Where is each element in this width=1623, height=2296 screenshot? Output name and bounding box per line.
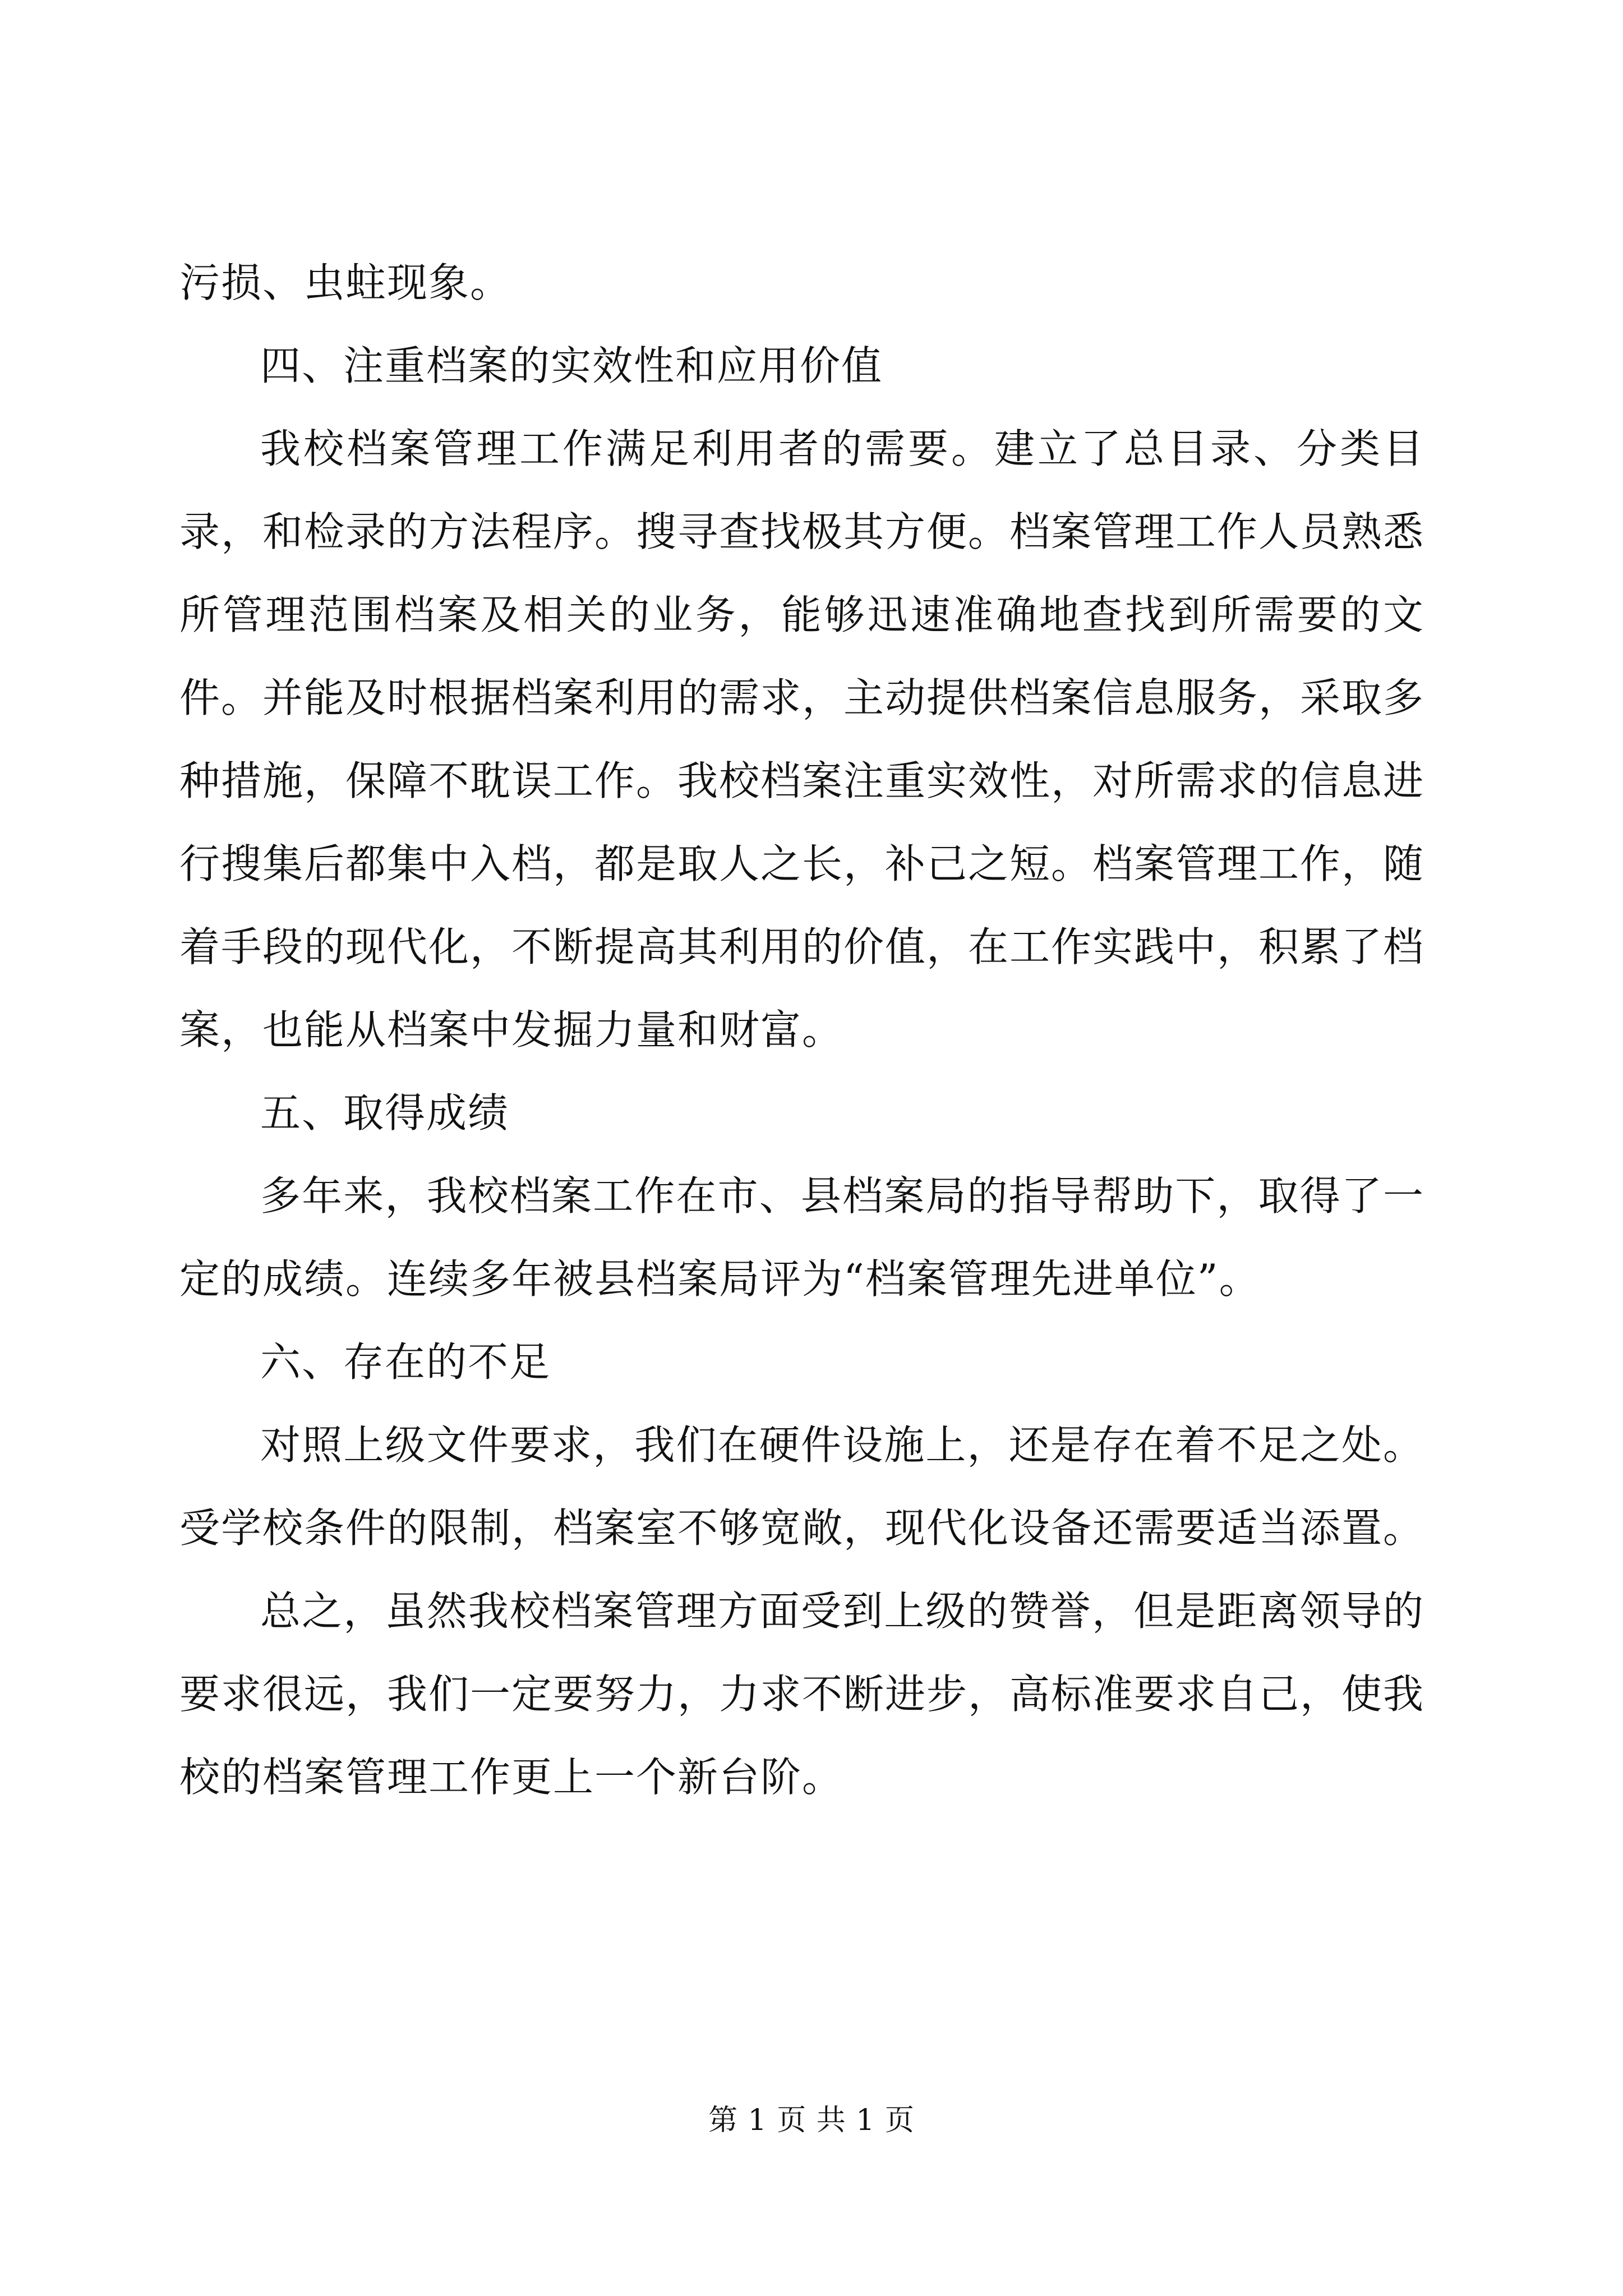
page-number-footer: 第 1 页 共 1 页 bbox=[708, 2104, 915, 2137]
document-body bbox=[179, 241, 1424, 1819]
section-heading-5: 五、取得成绩 bbox=[260, 1089, 510, 1137]
section-heading-6: 六、存在的不足 bbox=[260, 1338, 551, 1386]
paragraph-archive-value: 我校档案管理工作满足利用者的需要。建立了总目录、分类目录，和检录的方法程序。搜寻查找极其方便。档案管理工作人员熟悉所管理范围档案及相关的业务，能够迅速准确地查找到所需要的文件。并能及时根据档案利用的需求，主动提供档案信息服务，采取多种措施，保障不耽误工作。我校档案注重实效性，对所需求的信息进行搜集后都集中入档，都是取人之长，补己之短。档案管理工作，随着手段的现代化，不断提高其利用的价值，在工作实践中，积累了档案，也能从档案中发掘力量和财富。 bbox=[179, 425, 1425, 1053]
paragraph-continuation: 污损、虫蛀现象。 bbox=[179, 259, 512, 306]
paragraph-shortcomings: 对照上级文件要求，我们在硬件设施上，还是存在着不足之处。受学校条件的限制，档案室不够宽敞，现代化设备还需要适当添置。 bbox=[179, 1421, 1425, 1552]
paragraph-achievements: 多年来，我校档案工作在市、县档案局的指导帮助下，取得了一定的成绩。连续多年被县档案局评为“档案管理先进单位”。 bbox=[179, 1172, 1424, 1303]
paragraph-conclusion: 总之，虽然我校档案管理方面受到上级的赞誉，但是距离领导的要求很远，我们一定要努力，力求不断进步，高标准要求自己，使我校的档案管理工作更上一个新台阶。 bbox=[179, 1588, 1425, 1801]
section-heading-4: 四、注重档案的实效性和应用价值 bbox=[260, 342, 883, 389]
